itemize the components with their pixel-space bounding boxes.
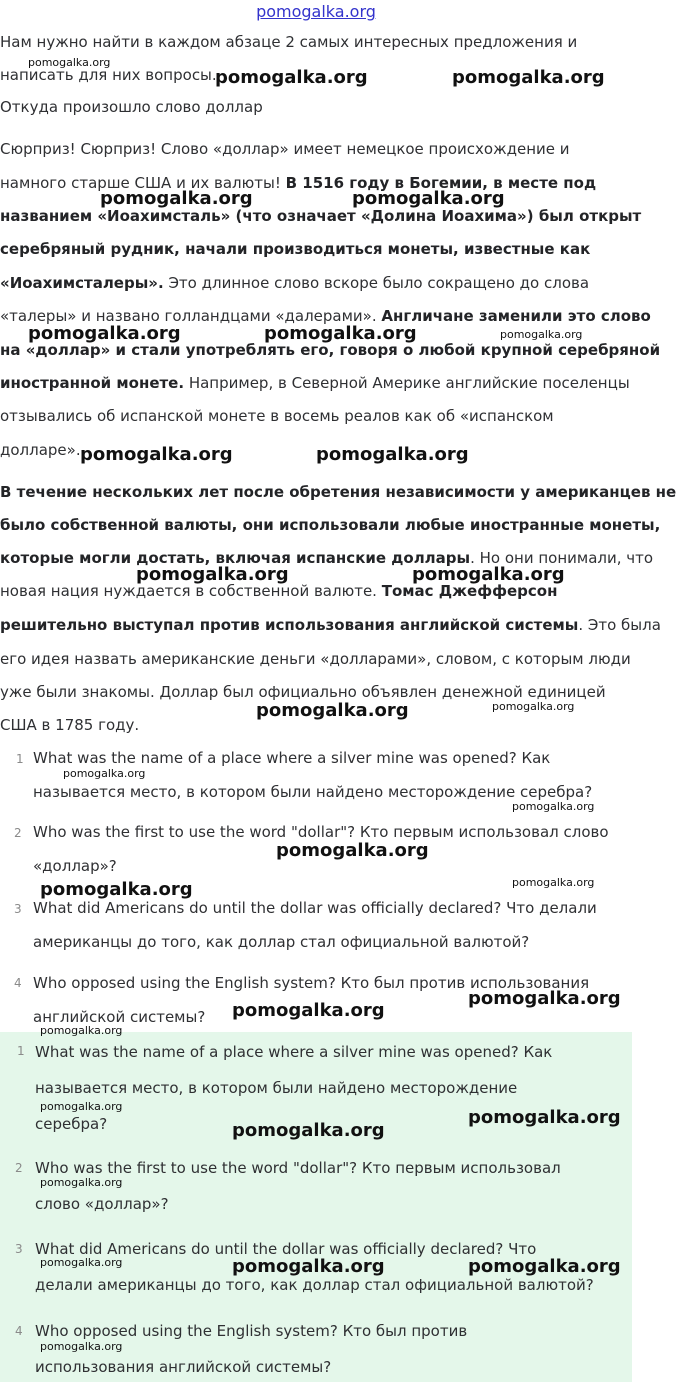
watermark: pomogalka.org [512,876,595,889]
paragraph-line: решительно выступал против использования английской системы. Это была [0,616,661,634]
list-item: What was the name of a place where a silver mine was opened? Как называется место, в котором были найдено месторождение серебра? [33,749,593,801]
watermark: pomogalka.org [256,700,409,721]
paragraph-line: США в 1785 году. [0,716,140,734]
paragraph-line: Сюрприз! Сюрприз! Слово «доллар» имеет немецкое происхождение и [0,140,570,158]
paragraph-line: «Иоахимсталеры». Это длинное слово вскоре было сокращено до слова [0,274,590,292]
list-item: Who was the first to use the word "dollar"? Кто первым использовал слово «доллар»? [33,823,609,875]
watermark: pomogalka.org [232,1000,385,1021]
list-item: What did Americans do until the dollar was officially declared? Что делали американцы до того, как доллар стал официальной валютой? [35,1240,594,1294]
watermark: pomogalka.org [40,1340,123,1353]
task-line: Нам нужно найти в каждом абзаце 2 самых интересных предложения и [0,33,578,51]
paragraph-line: намного старше США и их валюты! В 1516 году в Богемии, в месте под [0,174,597,192]
watermark: pomogalka.org [468,1256,621,1277]
paragraph-line: было собственной валюты, они использовали любые иностранные монеты, [0,516,661,534]
list-number: 2 [15,1161,23,1175]
watermark: pomogalka.org [500,328,583,341]
list-item: Who opposed using the English system? Кто был против использования английской системы? [33,974,590,1026]
watermark: pomogalka.org [63,767,146,780]
watermark: pomogalka.org [512,800,595,813]
task-line: написать для них вопросы. [0,66,217,84]
list-number: 4 [15,1324,23,1338]
watermark: pomogalka.org [28,56,111,69]
paragraph-line: долларе». [0,441,81,459]
list-item: Who was the first to use the word "dollar"? Кто первым использовал слово «доллар»? [35,1159,561,1213]
watermark: pomogalka.org [232,1256,385,1277]
paragraph-line: уже были знакомы. Доллар был официально объявлен денежной единицей [0,683,606,701]
watermark: pomogalka.org [80,444,233,465]
paragraph-line: его идея назвать американские деньги «долларами», словом, с которым люди [0,650,631,668]
watermark: pomogalka.org [468,1107,621,1128]
list-item: What was the name of a place where a silver mine was opened? Как называется место, в котором были найдено месторождение серебра? [35,1043,553,1133]
list-number: 4 [14,976,22,990]
highlight-sentence: «Иоахимсталеры». [0,274,164,292]
paragraph-line: новая нация нуждается в собственной валюте. Томас Джефферсон [0,582,558,600]
watermark: pomogalka.org [492,700,575,713]
list-number: 1 [17,1044,25,1058]
watermark: pomogalka.org [136,564,289,585]
paragraph-line: отзывались об испанской монете в восемь реалов как об «испанском [0,407,554,425]
paragraph-line: названием «Иоахимсталь» (что означает «Долина Иоахима») был открыт [0,207,642,225]
watermark: pomogalka.org [215,67,368,88]
highlight-sentence: Англичане заменили это слово [381,307,651,325]
watermark: pomogalka.org [452,67,605,88]
paragraph-line: В течение нескольких лет после обретения независимости у американцев не [0,483,676,501]
watermark: pomogalka.org [316,444,469,465]
article-title: Откуда произошло слово доллар [0,98,263,116]
list-number: 3 [14,902,22,916]
paragraph-line: серебряный рудник, начали производиться монеты, известные как [0,240,591,258]
watermark: pomogalka.org [264,323,417,344]
watermark: pomogalka.org [100,188,253,209]
paragraph-line: «талеры» и названо голландцами «далерами». Англичане заменили это слово [0,307,651,325]
answer-block [0,1032,632,1382]
watermark: pomogalka.org [468,988,621,1009]
watermark: pomogalka.org [40,1176,123,1189]
highlight-sentence: В 1516 году в Богемии, в месте под [285,174,597,192]
list-item: Who opposed using the English system? Кто был против использования английской системы? [35,1322,468,1376]
highlight-sentence: Томас Джефферсон [381,582,558,600]
watermark: pomogalka.org [412,564,565,585]
watermark: pomogalka.org [40,1100,123,1113]
watermark: pomogalka.org [352,188,505,209]
watermark: pomogalka.org [40,879,193,900]
list-number: 2 [14,826,22,840]
paragraph-line: на «доллар» и стали употреблять его, говоря о любой крупной серебряной [0,341,661,359]
watermark: pomogalka.org [40,1256,123,1269]
highlight-sentence: которые могли достать, включая испанские доллары [0,549,471,567]
paragraph-line: которые могли достать, включая испанские доллары. Но они понимали, что [0,549,654,567]
list-item: What did Americans do until the dollar was officially declared? Что делали американцы до того, как доллар стал официальной валютой? [33,899,597,951]
site-header-link[interactable]: pomogalka.org [256,2,376,21]
watermark: pomogalka.org [40,1024,123,1037]
list-number: 1 [16,752,24,766]
paragraph-line: иностранной монете. Например, в Северной Америке английские поселенцы [0,374,630,392]
watermark: pomogalka.org [28,323,181,344]
watermark: pomogalka.org [276,840,429,861]
list-number: 3 [15,1242,23,1256]
watermark: pomogalka.org [232,1120,385,1141]
